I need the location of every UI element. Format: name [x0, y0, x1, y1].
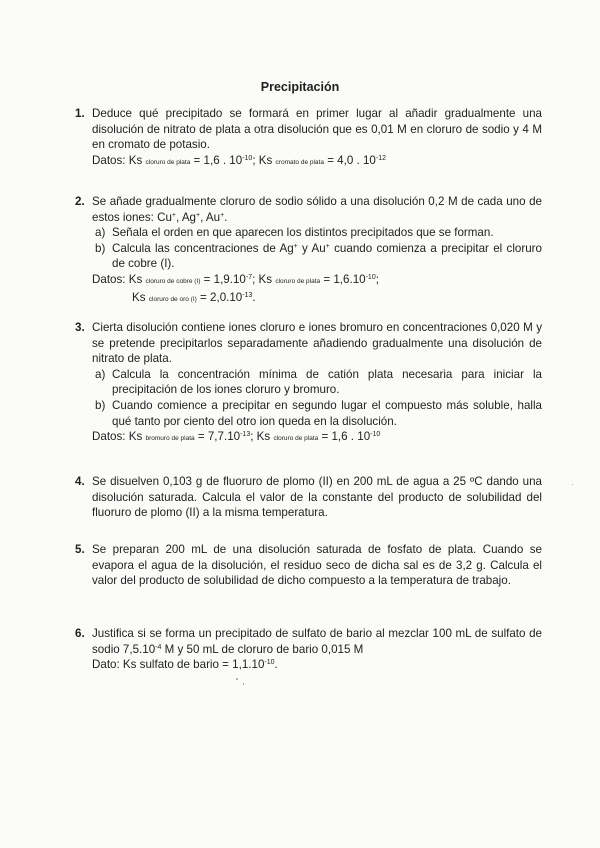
subquestion-b: b) Calcula las concentraciones de Ag+ y Au+ cuando comienza a precipitar el cloruro de cobre (I).	[95, 241, 542, 271]
problem-data: Datos: Ks cloruro de cobre $(I) = 1,9.10^{-7}$; Ks cloruro de plata = $1,6.10^{-10}$;	[92, 272, 379, 286]
subquestion-a: a) Calcula la concentración mínima de catión plata necesaria para iniciar la precipitación de los iones cloruro y bromuro.	[95, 367, 542, 397]
problem-text: Cierta disolución contiene iones cloruro e iones bromuro en concentraciones 0,020 M y se pretende precipitarlos separadamente añadiendo gradualmente una disolución de nitrato de plata.	[92, 321, 542, 366]
problem-text: Se disuelven 0,103 g de fluoruro de plomo (II) en 200 mL de agua a 25 ºC dando una disolución saturada. Calcula el valor de la constante del producto de solubilidad del fluoruro de plomo (II) a la misma temperatura.	[92, 475, 542, 520]
problem-data: Dato: Ks sulfato de bario = $1,1.10^{-10}$.	[92, 658, 278, 672]
problem-6	[75, 626, 542, 673]
scan-speck	[236, 678, 238, 680]
problem-number: 6.	[75, 627, 85, 640]
problem-number: 3.	[75, 321, 85, 334]
problem-2	[75, 194, 542, 307]
problem-number: 5.	[75, 543, 85, 556]
problem-4	[75, 474, 542, 521]
scan-speck	[572, 484, 573, 485]
problem-data: Datos: Ks bromuro de plata = $7,7.10^{-13}$; Ks cloruro de plata = 1,6 . $10^{-10}$	[92, 430, 381, 444]
problem-text: Deduce qué precipitado se formará en primer lugar al añadir gradualmente una disolución de nitrato de plata a otra disolución que es 0,01 M en cloruro de sodio y 4 M en cromato de potasio.	[92, 107, 542, 152]
problem-1	[75, 106, 542, 170]
problem-3	[75, 320, 542, 447]
problem-number: 4.	[75, 475, 85, 488]
subquestion-b: b) Cuando comience a precipitar en segundo lugar el compuesto más soluble, halla qué tanto por ciento del otro ion queda en la disolución.	[95, 398, 542, 428]
scan-speck	[243, 683, 244, 685]
problem-5	[75, 542, 542, 589]
problem-data: Datos: Ks cloruro de plata = 1,6 . $10^{-10}$; Ks cromato de plata = 4,0 . $10^{-12}$	[92, 153, 386, 167]
subquestion-a: a) Señala el orden en que aparecen los distintos precipitados que se forman.	[95, 226, 494, 240]
problem-number: 1.	[75, 107, 85, 120]
problem-text: Se preparan 200 mL de una disolución saturada de fosfato de plata. Cuando se evapora el agua de la disolución, el residuo seco de dicha sal es de 3,2 g. Calcula el valor del producto de solubilidad de dicho compuesto a la temperatura de trabajo.	[92, 543, 542, 588]
problem-number: 2.	[75, 195, 85, 208]
problem-text: Se añade gradualmente cloruro de sodio sólido a una disolución 0,2 M de cada uno de estos iones: Cu+, Ag+, Au+.	[92, 195, 542, 224]
problem-data-line2: Ks cloruro de oro $(I) = 2,0.10^{-13}$.	[132, 290, 256, 304]
problem-text: Justifica si se forma un precipitado de sulfato de bario al mezclar 100 mL de sulfato de sodio $7,5.10^{-4}$ M y 50 mL de cloruro de bario 0,015 M	[92, 627, 542, 656]
page-title: Precipitación	[260, 80, 340, 94]
